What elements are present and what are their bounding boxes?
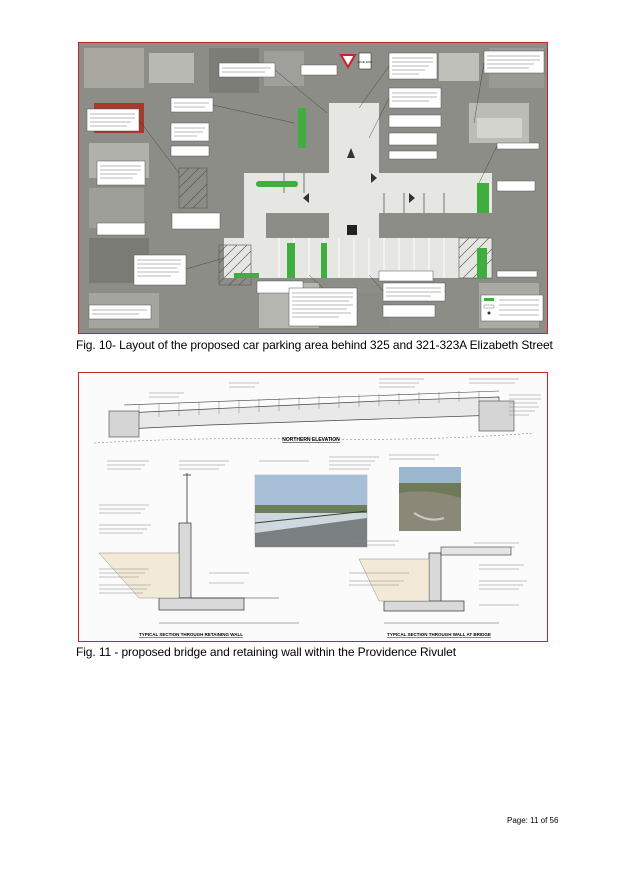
page-number: Page: 11 of 56 (507, 816, 559, 825)
bridge-wall-drawing (79, 373, 548, 642)
northern-elevation-title: NORTHERN ELEVATION (282, 437, 340, 443)
figure-11-caption: Fig. 11 - proposed bridge and retaining wall within the Providence Rivulet (76, 645, 456, 659)
give-way-sign-label: GIVE WAY (357, 60, 373, 64)
figure-10-caption: Fig. 10- Layout of the proposed car parking area behind 325 and 321-323A Elizabeth Street (76, 338, 553, 352)
bridge-wall-section-title: TYPICAL SECTION THROUGH WALL AT BRIDGE (387, 632, 491, 637)
figure-10-car-park-layout (78, 42, 548, 334)
figure-11-bridge-retaining-wall (78, 372, 548, 642)
car-park-plan-drawing (79, 43, 548, 334)
retaining-wall-section-title: TYPICAL SECTION THROUGH RETAINING WALL (138, 632, 244, 637)
